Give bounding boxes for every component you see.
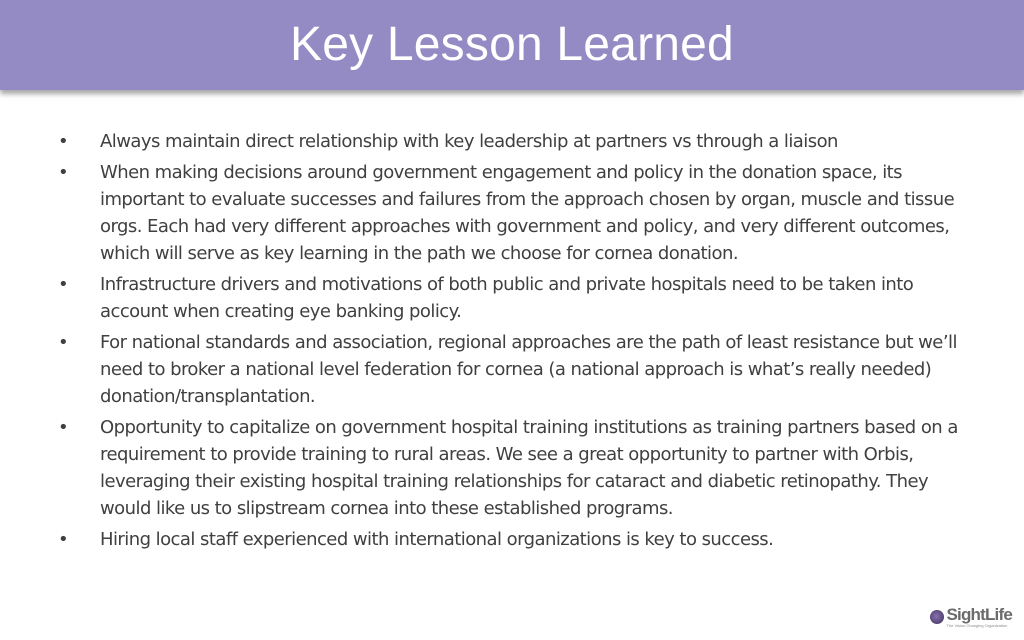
logo-tagline: The Vision Changing Organization bbox=[946, 623, 1008, 628]
bullet-item bbox=[58, 414, 978, 522]
bullet-marker: • bbox=[58, 332, 69, 353]
bullet-text: When making decisions around government engagement and policy in the donation space, its important to evaluate successes and failures from the approach chosen by organ, muscle and tissue orgs. Each had very different approaches with government and policy, and very different outcomes, which will serve as key learning in the path we choose for cornea donation. bbox=[100, 162, 955, 264]
sightlife-logo-icon bbox=[930, 610, 944, 624]
bullet-item bbox=[58, 526, 978, 553]
bullet-item bbox=[58, 329, 978, 410]
bullet-text: Opportunity to capitalize on government hospital training institutions as training partners based on a requirement to provide training to rural areas. We see a great opportunity to partner with Orbis, leveraging their existing hospital training relationships for cataract and diabetic retinopathy. They would like us to slipstream cornea into these established programs. bbox=[100, 417, 958, 519]
bullet-marker: • bbox=[58, 162, 69, 183]
bullet-text: For national standards and association, regional approaches are the path of least resistance but we’ll need to broker a national level federation for cornea (a national approach is what’s really needed) donation/transplantation. bbox=[100, 332, 957, 407]
bullet-list bbox=[58, 128, 978, 557]
sightlife-logo bbox=[930, 604, 1012, 630]
bullet-text: Always maintain direct relationship with key leadership at partners vs through a liaison bbox=[100, 131, 838, 152]
slide-title: Key Lesson Learned bbox=[290, 17, 734, 71]
bullet-marker: • bbox=[58, 529, 69, 550]
title-bar bbox=[0, 0, 1024, 90]
logo-text-group bbox=[946, 606, 1012, 628]
bullet-text: Infrastructure drivers and motivations of both public and private hospitals need to be taken into account when creating eye banking policy. bbox=[100, 274, 914, 322]
bullet-marker: • bbox=[58, 274, 69, 295]
bullet-marker: • bbox=[58, 417, 69, 438]
bullet-text: Hiring local staff experienced with international organizations is key to success. bbox=[100, 529, 774, 550]
bullet-item bbox=[58, 271, 978, 325]
bullet-marker: • bbox=[58, 131, 69, 152]
bullet-item bbox=[58, 128, 978, 155]
logo-name: SightLife bbox=[946, 605, 1012, 624]
bullet-item bbox=[58, 159, 978, 267]
